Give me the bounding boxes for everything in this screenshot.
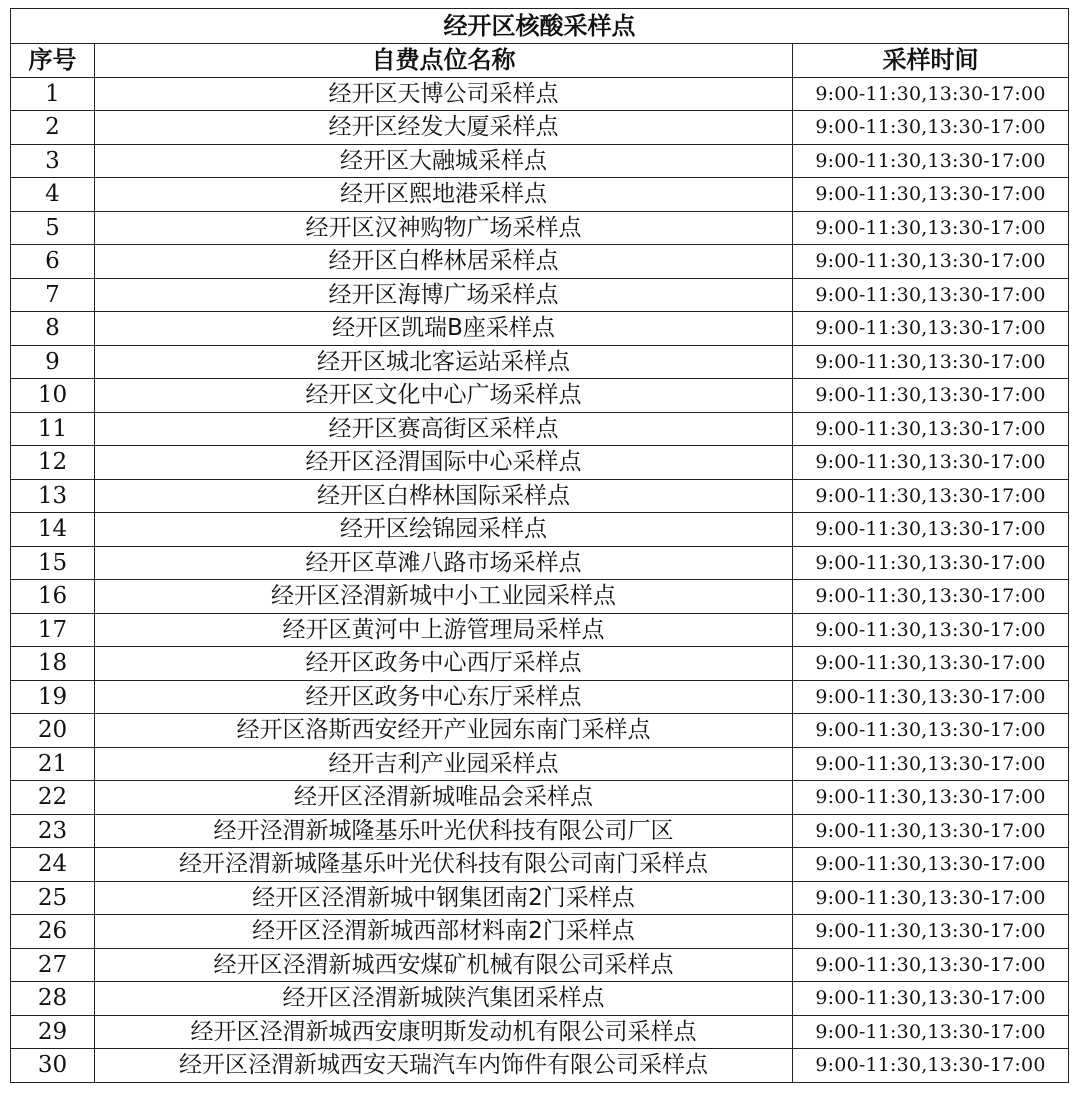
sampling-time: 9:00-11:30,13:30-17:00 — [793, 178, 1069, 212]
header-name: 自费点位名称 — [95, 44, 793, 78]
header-row — [11, 44, 1069, 78]
row-number: 1 — [11, 77, 95, 111]
table-row — [11, 781, 1069, 815]
table-row — [11, 680, 1069, 714]
table-row — [11, 278, 1069, 312]
table-row — [11, 111, 1069, 145]
sampling-time: 9:00-11:30,13:30-17:00 — [793, 1049, 1069, 1083]
row-number: 22 — [11, 781, 95, 815]
site-name: 经开区城北客运站采样点 — [95, 345, 793, 379]
table-row — [11, 613, 1069, 647]
site-name: 经开区泾渭新城陕汽集团采样点 — [95, 982, 793, 1016]
site-name: 经开区泾渭新城西部材料南2门采样点 — [95, 915, 793, 949]
site-name: 经开区海博广场采样点 — [95, 278, 793, 312]
site-name: 经开区泾渭新城西安煤矿机械有限公司采样点 — [95, 948, 793, 982]
table-row — [11, 546, 1069, 580]
row-number: 7 — [11, 278, 95, 312]
site-name: 经开区白桦林国际采样点 — [95, 479, 793, 513]
table-body — [11, 77, 1069, 1082]
table-title: 经开区核酸采样点 — [11, 9, 1069, 44]
site-name: 经开区绘锦园采样点 — [95, 513, 793, 547]
site-name: 经开区大融城采样点 — [95, 144, 793, 178]
table-row — [11, 345, 1069, 379]
row-number: 11 — [11, 412, 95, 446]
site-name: 经开区政务中心西厅采样点 — [95, 647, 793, 681]
table-row — [11, 647, 1069, 681]
sampling-time: 9:00-11:30,13:30-17:00 — [793, 379, 1069, 413]
row-number: 5 — [11, 211, 95, 245]
site-name: 经开区赛高街区采样点 — [95, 412, 793, 446]
row-number: 13 — [11, 479, 95, 513]
row-number: 16 — [11, 580, 95, 614]
sampling-time: 9:00-11:30,13:30-17:00 — [793, 412, 1069, 446]
sampling-time: 9:00-11:30,13:30-17:00 — [793, 479, 1069, 513]
row-number: 8 — [11, 312, 95, 346]
site-name: 经开区泾渭新城中钢集团南2门采样点 — [95, 881, 793, 915]
sampling-time: 9:00-11:30,13:30-17:00 — [793, 747, 1069, 781]
sampling-time: 9:00-11:30,13:30-17:00 — [793, 881, 1069, 915]
row-number: 20 — [11, 714, 95, 748]
row-number: 28 — [11, 982, 95, 1016]
table-row — [11, 948, 1069, 982]
table-row — [11, 513, 1069, 547]
sampling-time: 9:00-11:30,13:30-17:00 — [793, 513, 1069, 547]
row-number: 10 — [11, 379, 95, 413]
sampling-time: 9:00-11:30,13:30-17:00 — [793, 982, 1069, 1016]
sampling-time: 9:00-11:30,13:30-17:00 — [793, 278, 1069, 312]
row-number: 14 — [11, 513, 95, 547]
table-row — [11, 211, 1069, 245]
sampling-time: 9:00-11:30,13:30-17:00 — [793, 211, 1069, 245]
sampling-time: 9:00-11:30,13:30-17:00 — [793, 580, 1069, 614]
row-number: 17 — [11, 613, 95, 647]
sampling-time: 9:00-11:30,13:30-17:00 — [793, 781, 1069, 815]
row-number: 2 — [11, 111, 95, 145]
site-name: 经开区洛斯西安经开产业园东南门采样点 — [95, 714, 793, 748]
sampling-time: 9:00-11:30,13:30-17:00 — [793, 915, 1069, 949]
sampling-time: 9:00-11:30,13:30-17:00 — [793, 948, 1069, 982]
sampling-time: 9:00-11:30,13:30-17:00 — [793, 546, 1069, 580]
table-row — [11, 580, 1069, 614]
table-row — [11, 714, 1069, 748]
table-row — [11, 144, 1069, 178]
table-row — [11, 245, 1069, 279]
site-name: 经开区经发大厦采样点 — [95, 111, 793, 145]
table-row — [11, 982, 1069, 1016]
sampling-time: 9:00-11:30,13:30-17:00 — [793, 77, 1069, 111]
table-row — [11, 446, 1069, 480]
site-name: 经开区草滩八路市场采样点 — [95, 546, 793, 580]
row-number: 18 — [11, 647, 95, 681]
row-number: 19 — [11, 680, 95, 714]
row-number: 29 — [11, 1015, 95, 1049]
site-name: 经开区天博公司采样点 — [95, 77, 793, 111]
row-number: 4 — [11, 178, 95, 212]
title-row — [11, 9, 1069, 44]
row-number: 9 — [11, 345, 95, 379]
site-name: 经开区黄河中上游管理局采样点 — [95, 613, 793, 647]
site-name: 经开区泾渭国际中心采样点 — [95, 446, 793, 480]
site-name: 经开区文化中心广场采样点 — [95, 379, 793, 413]
sampling-time: 9:00-11:30,13:30-17:00 — [793, 345, 1069, 379]
row-number: 21 — [11, 747, 95, 781]
site-name: 经开区泾渭新城唯品会采样点 — [95, 781, 793, 815]
site-name: 经开区凯瑞B座采样点 — [95, 312, 793, 346]
row-number: 3 — [11, 144, 95, 178]
row-number: 15 — [11, 546, 95, 580]
table-row — [11, 747, 1069, 781]
row-number: 26 — [11, 915, 95, 949]
sampling-time: 9:00-11:30,13:30-17:00 — [793, 111, 1069, 145]
sampling-time: 9:00-11:30,13:30-17:00 — [793, 680, 1069, 714]
site-name: 经开区泾渭新城西安天瑞汽车内饰件有限公司采样点 — [95, 1049, 793, 1083]
table-row — [11, 412, 1069, 446]
sampling-time: 9:00-11:30,13:30-17:00 — [793, 312, 1069, 346]
table-row — [11, 1049, 1069, 1083]
table-row — [11, 881, 1069, 915]
table-row — [11, 312, 1069, 346]
site-name: 经开区政务中心东厅采样点 — [95, 680, 793, 714]
table-row — [11, 479, 1069, 513]
site-name: 经开泾渭新城隆基乐叶光伏科技有限公司南门采样点 — [95, 848, 793, 882]
header-time: 采样时间 — [793, 44, 1069, 78]
row-number: 23 — [11, 814, 95, 848]
table-row — [11, 915, 1069, 949]
row-number: 24 — [11, 848, 95, 882]
table-row — [11, 178, 1069, 212]
sampling-time: 9:00-11:30,13:30-17:00 — [793, 848, 1069, 882]
row-number: 30 — [11, 1049, 95, 1083]
row-number: 25 — [11, 881, 95, 915]
sampling-time: 9:00-11:30,13:30-17:00 — [793, 245, 1069, 279]
sampling-time: 9:00-11:30,13:30-17:00 — [793, 647, 1069, 681]
site-name: 经开区汉神购物广场采样点 — [95, 211, 793, 245]
site-name: 经开泾渭新城隆基乐叶光伏科技有限公司厂区 — [95, 814, 793, 848]
sampling-time: 9:00-11:30,13:30-17:00 — [793, 613, 1069, 647]
sampling-sites-table — [10, 8, 1069, 1083]
table-row — [11, 814, 1069, 848]
sampling-time: 9:00-11:30,13:30-17:00 — [793, 1015, 1069, 1049]
table-row — [11, 379, 1069, 413]
site-name: 经开区泾渭新城中小工业园采样点 — [95, 580, 793, 614]
sampling-time: 9:00-11:30,13:30-17:00 — [793, 446, 1069, 480]
header-num: 序号 — [11, 44, 95, 78]
row-number: 12 — [11, 446, 95, 480]
table-row — [11, 1015, 1069, 1049]
table-row — [11, 848, 1069, 882]
sampling-time: 9:00-11:30,13:30-17:00 — [793, 814, 1069, 848]
site-name: 经开吉利产业园采样点 — [95, 747, 793, 781]
table-row — [11, 77, 1069, 111]
row-number: 27 — [11, 948, 95, 982]
site-name: 经开区泾渭新城西安康明斯发动机有限公司采样点 — [95, 1015, 793, 1049]
sampling-time: 9:00-11:30,13:30-17:00 — [793, 714, 1069, 748]
site-name: 经开区白桦林居采样点 — [95, 245, 793, 279]
site-name: 经开区熙地港采样点 — [95, 178, 793, 212]
sampling-time: 9:00-11:30,13:30-17:00 — [793, 144, 1069, 178]
row-number: 6 — [11, 245, 95, 279]
